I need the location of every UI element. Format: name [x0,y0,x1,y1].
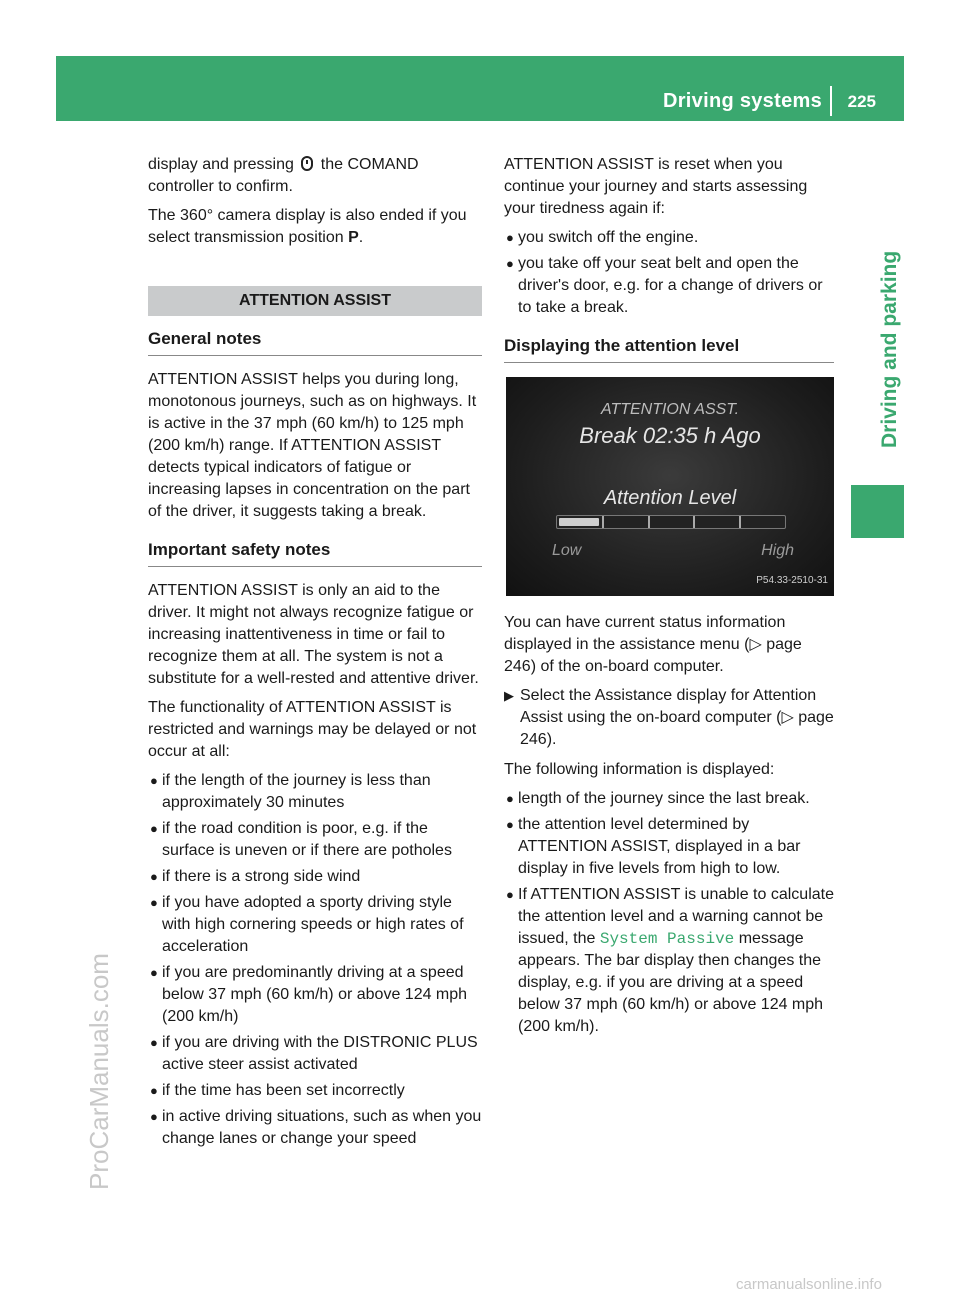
transmission-position: P [348,229,359,246]
list-item-text: length of the journey since the last break. [518,790,810,807]
paragraph-text: display and pressing [148,156,294,173]
safety-paragraph: ATTENTION ASSIST is only an aid to the driver. It might not always recognize fatigue or increasing inattentiveness in time or fail to recognize them at all. The system is not a substitute for a well-rested and attentive driver. [148,582,479,687]
list-item [148,962,482,1028]
attention-level-bar [556,515,786,529]
paragraph-confirm [148,154,482,198]
display-heading: Displaying the attention level [504,335,834,363]
list-item [148,1106,482,1150]
bullet-icon: ● [150,1035,158,1050]
bar-tick [693,516,695,528]
bullet-icon: ● [150,821,158,836]
image-reference: P54.33-2510-31 [756,575,828,586]
reset-list [504,227,834,319]
list-item-text: if the length of the journey is less than approximately 30 minutes [162,772,431,811]
screen-level-label: Attention Level [603,487,737,509]
attention-level-fill [559,518,599,526]
page-number: 225 [847,92,876,111]
section-heading-box: ATTENTION ASSIST [148,286,482,316]
info-list [504,788,834,1038]
list-item-text: you switch off the engine. [518,229,699,246]
screen-low-label: Low [552,542,582,559]
bullet-icon: ● [150,1083,158,1098]
screen-high-label: High [761,542,794,559]
screen-break-time: Break 02:35 h Ago [579,423,761,448]
right-column [504,154,834,1044]
list-item [504,884,834,1038]
list-item-text: in active driving situations, such as when you change lanes or change your speed [162,1108,482,1147]
bullet-icon: ● [506,230,514,245]
step-arrow-icon: ▶ [504,688,514,703]
safety-notes-heading: Important safety notes [148,539,482,567]
list-item [148,770,482,814]
list-item [504,227,834,249]
list-item [148,1080,482,1102]
bullet-icon: ● [506,256,514,271]
instruction-step [504,685,834,751]
bullet-icon: ● [506,791,514,806]
list-item-text: if the time has been set incorrectly [162,1082,405,1099]
list-item-text: you take off your seat belt and open the driver's door, e.g. for a change of drivers or to take a break. [518,255,823,316]
screen-title: ATTENTION ASST. [600,401,740,418]
reset-paragraph: ATTENTION ASSIST is reset when you continue your journey and starts assessing your tiredness again if: [504,156,808,217]
bar-tick [739,516,741,528]
bullet-icon: ● [150,895,158,910]
chapter-tab-label: Driving and parking [878,250,901,448]
list-item-text: if you have adopted a sporty driving style with high cornering speeds or high rates of acceleration [162,894,464,955]
paragraph-text: the COMAND controller to confirm. [148,156,419,195]
list-item [504,253,834,319]
bar-tick [602,516,604,528]
list-item [148,866,482,888]
info-paragraph: You can have current status information displayed in the assistance menu (▷ page 246) of the on-board computer. [504,614,802,675]
footer-watermark: carmanualsonline.info [736,1276,882,1293]
section-title: Driving systems [662,90,822,112]
general-notes-text: ATTENTION ASSIST helps you during long, monotonous journeys, such as on highways. It is active in the 37 mph (60 km/h) to 125 mph (200 km/h) range. If ATTENTION ASSIST detects typical indicators of fatigue or increasing lapses in concentration on the part of the driver, it suggests taking a break. [148,371,477,520]
list-item-text: if the road condition is poor, e.g. if the surface is uneven or if there are potholes [162,820,452,859]
list-item [504,788,834,810]
side-watermark: ProCarManuals.com [84,953,114,1190]
left-column [148,154,482,1156]
following-paragraph: The following information is displayed: [504,761,775,778]
list-item [148,1032,482,1076]
list-item-text: message appears. The bar display then changes the display, e.g. if you are driving at a speed below 37 mph (60 km/h) or above 124 mph (200 km/h). [518,930,824,1035]
paragraph-text: . [358,229,364,246]
bullet-icon: ● [150,965,158,980]
paragraph-transmission [148,205,482,249]
list-item-text: If ATTENTION ASSIST is unable to calculate the attention level and a warning cannot be issued, the [518,886,834,947]
step-text: Select the Assistance display for Attention Assist using the on-board computer (▷ page 246). [520,687,834,748]
header-divider [830,86,832,116]
restriction-list [148,770,482,1150]
bullet-icon: ● [150,773,158,788]
controller-press-icon [301,156,313,171]
display-message: System Passive [599,930,735,948]
list-item [148,818,482,862]
chapter-tab-marker [851,485,904,538]
list-item [148,892,482,958]
bullet-icon: ● [506,887,514,902]
general-notes-heading: General notes [148,328,482,356]
list-item [504,814,834,880]
list-item-text: if you are driving with the DISTRONIC PLUS active steer assist activated [162,1034,478,1073]
bullet-icon: ● [150,869,158,884]
attention-level-display-image [506,377,834,596]
paragraph-text: The 360° camera display is also ended if you select transmission position [148,207,467,246]
list-item-text: the attention level determined by ATTENTION ASSIST, displayed in a bar display in five levels from high to low. [518,816,801,877]
safety-paragraph: The functionality of ATTENTION ASSIST is restricted and warnings may be delayed or not occur at all: [148,699,477,760]
bullet-icon: ● [506,817,514,832]
bullet-icon: ● [150,1109,158,1124]
bar-tick [648,516,650,528]
list-item-text: if you are predominantly driving at a speed below 37 mph (60 km/h) or above 124 mph (200 km/h) [162,964,468,1025]
page-header [56,56,904,121]
list-item-text: if there is a strong side wind [162,868,361,885]
